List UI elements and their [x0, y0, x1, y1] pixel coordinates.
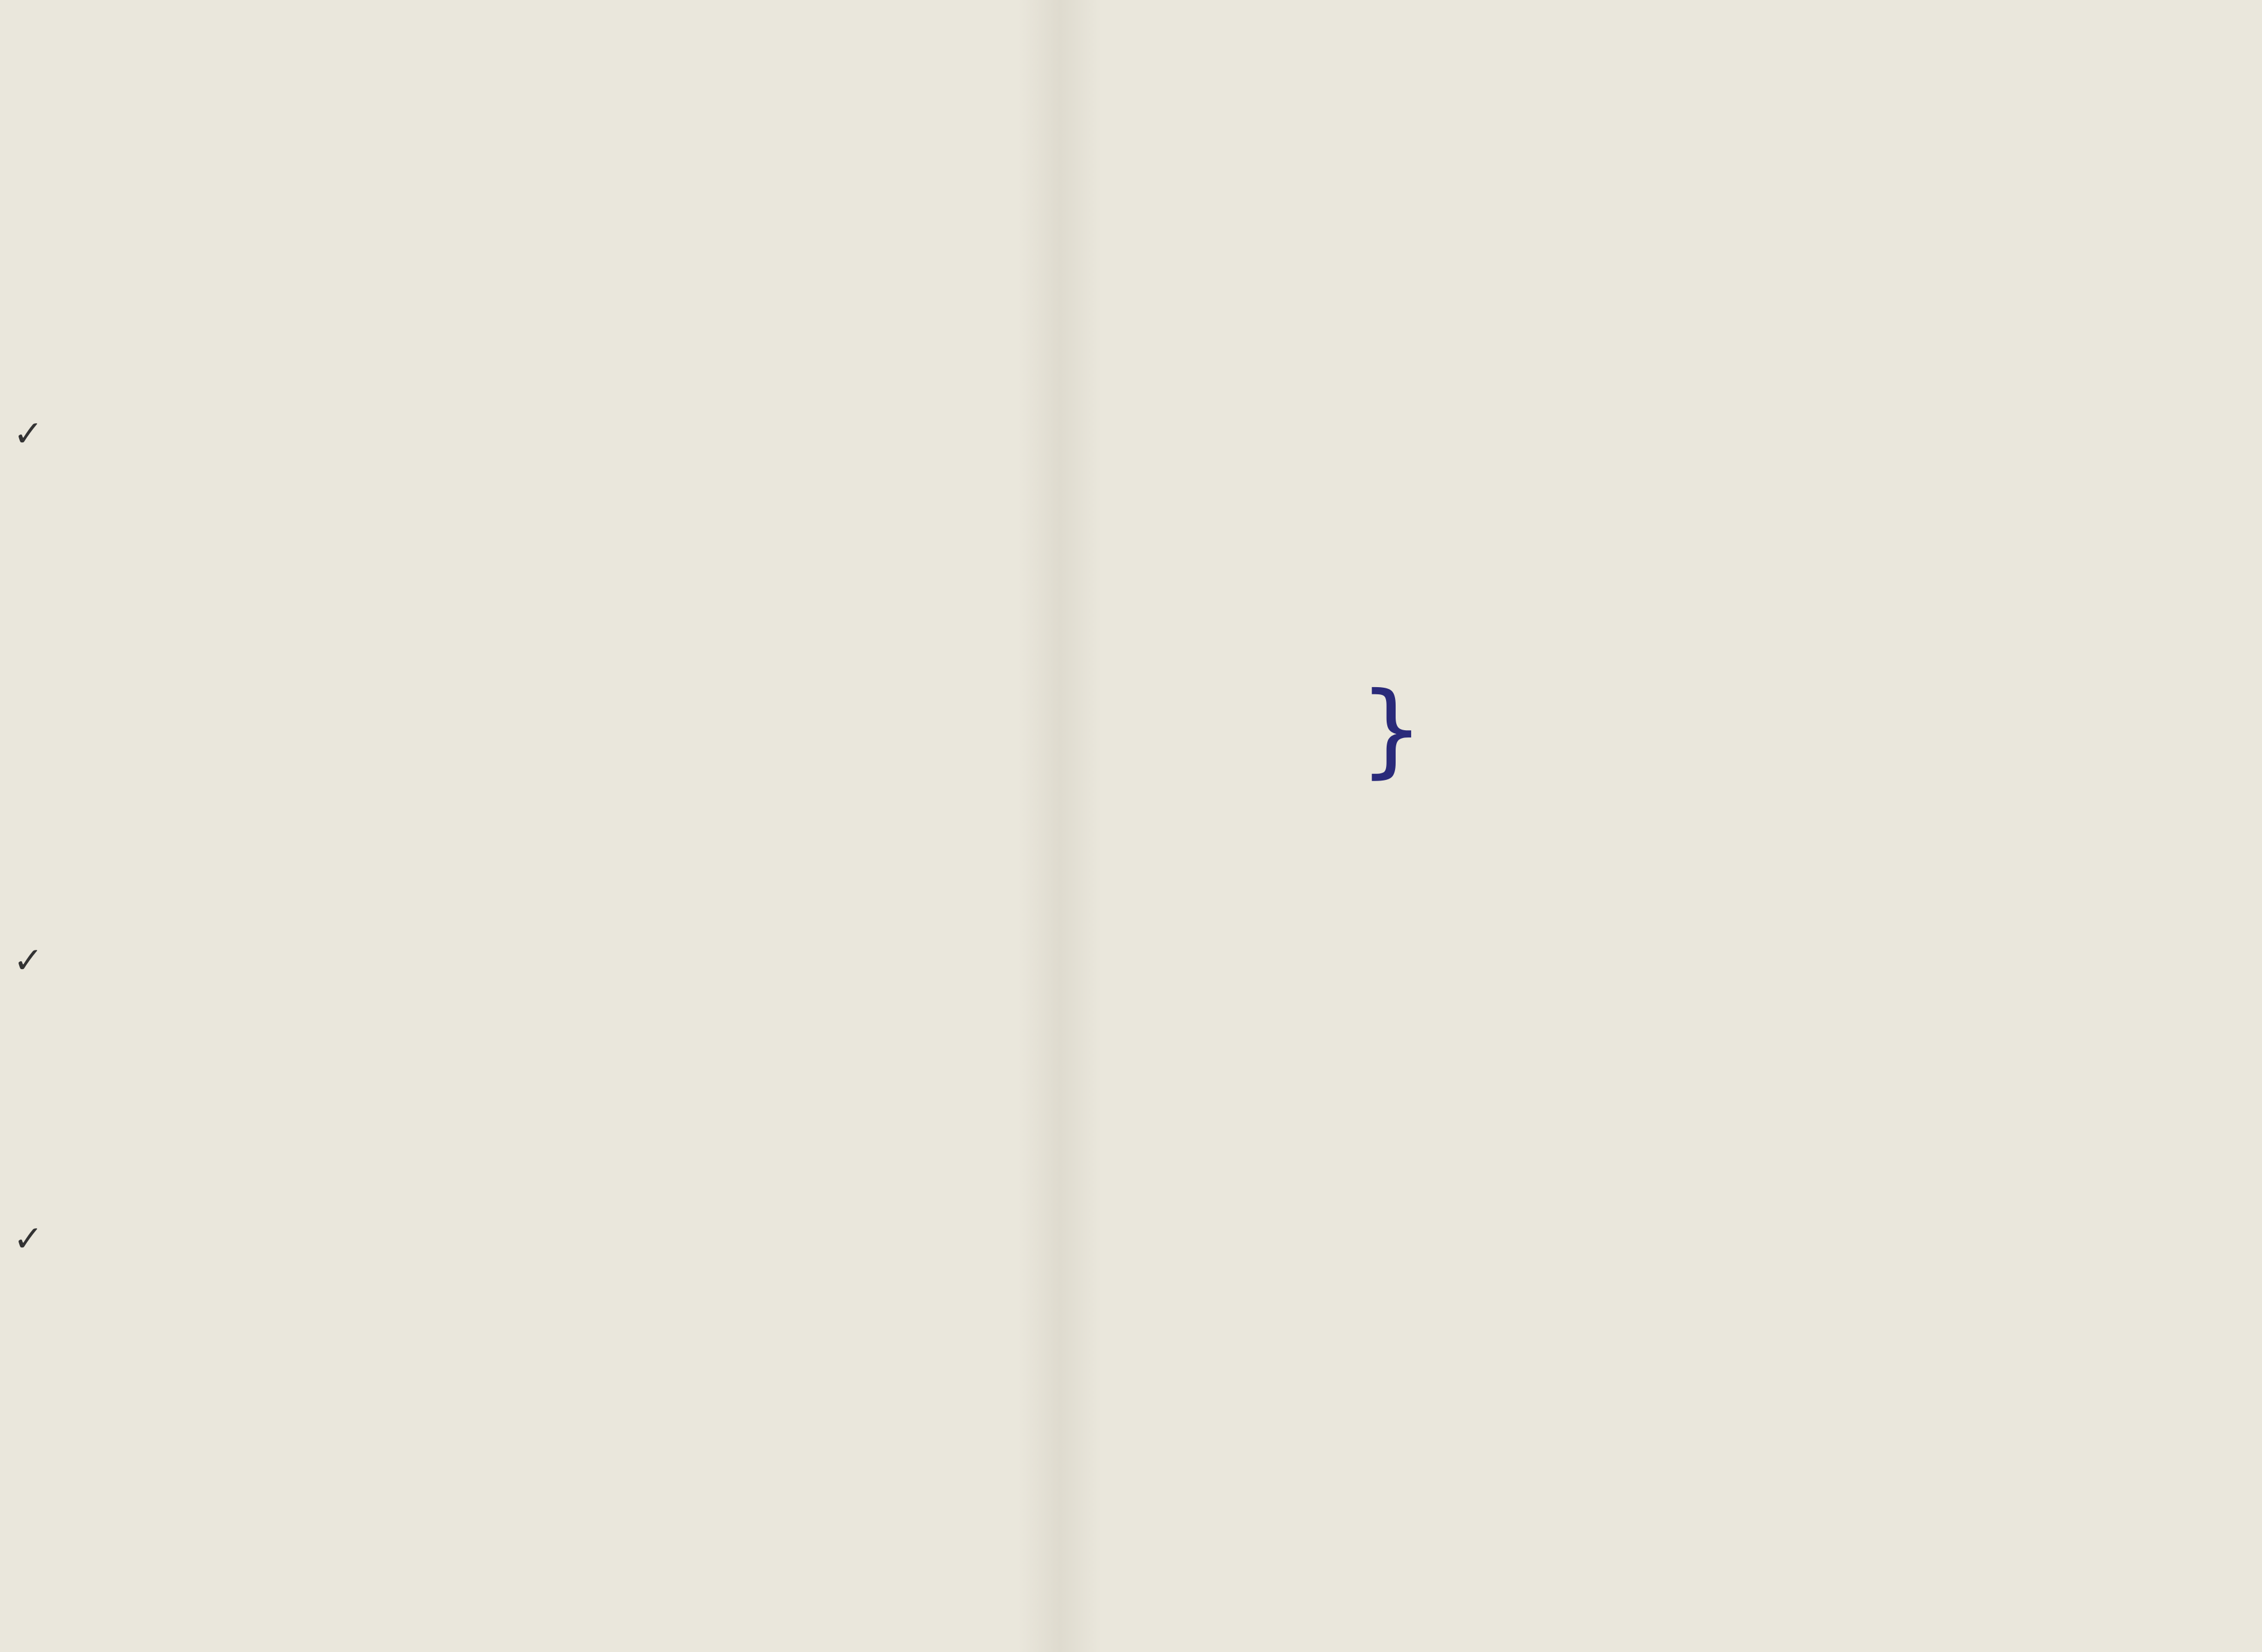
header-young-cattle	[1443, 192, 1476, 305]
header-timber	[1897, 138, 1930, 305]
bracket-mark: }	[1359, 670, 1424, 789]
header-inventory	[1824, 198, 1854, 305]
header-cows	[1407, 198, 1437, 305]
check-mark-icon: ✓	[13, 1218, 44, 1260]
header-relation	[413, 120, 461, 305]
header-ticket	[538, 120, 574, 305]
header-grain	[1636, 198, 1666, 305]
check-mark-icon: ✓	[13, 413, 44, 455]
header-building	[1943, 126, 2027, 305]
header-members	[99, 126, 147, 311]
check-mark-icon: ✓	[13, 940, 44, 982]
